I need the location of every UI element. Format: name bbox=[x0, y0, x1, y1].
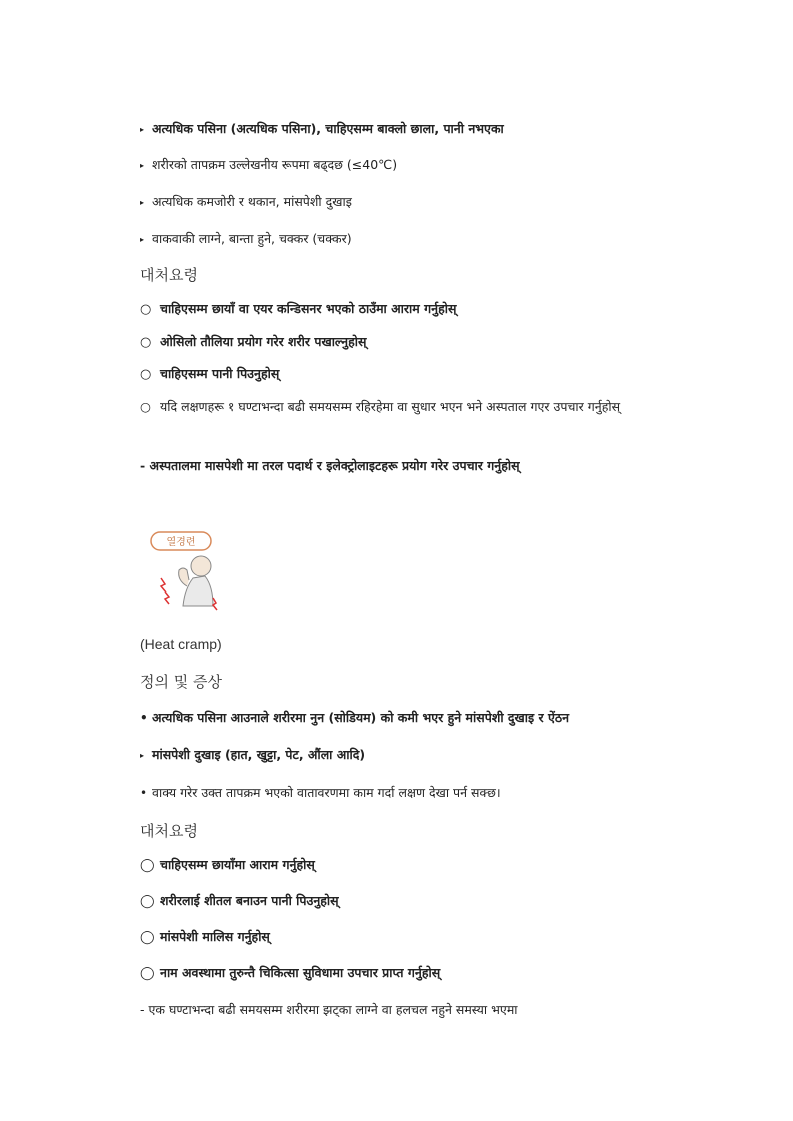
note-text: - एक घण्टाभन्दा बढी समयसम्म शरीरमा झट्का लाग्ने वा हलचल नहुने समस्या भएमा bbox=[140, 1002, 518, 1017]
bullet-text: वाकवाकी लाग्ने, बान्ता हुने, चक्कर (चक्कर) bbox=[152, 231, 352, 246]
bullet-line-3 bbox=[140, 194, 352, 211]
step-text: नाम अवस्थामा तुरुन्तै चिकित्सा सुविधामा उपचार प्राप्त गर्नुहोस् bbox=[160, 965, 441, 980]
def-text: अत्यधिक पसिना आउनाले शरीरमा नुन (सोडियम) को कमी भएर हुने मांसपेशी दुखाइ र ऐंठन bbox=[152, 710, 570, 725]
step-line-1 bbox=[140, 301, 456, 318]
def-text: वाक्य गरेर उक्त तापक्रम भएको वातावरणमा काम गर्दा लक्षण देखा पर्न सक्छ। bbox=[152, 785, 501, 800]
def-line-1 bbox=[140, 710, 569, 726]
step-text: मांसपेशी मालिस गर्नुहोस् bbox=[160, 929, 270, 944]
bullet-marker: • bbox=[140, 711, 148, 725]
circle-marker: ○ bbox=[140, 335, 152, 350]
bullet-text: अत्यधिक पसिना (अत्यधिक पसिना), चाहिएसम्म बाक्लो छाला, पानी नभएका bbox=[152, 121, 504, 136]
bullet-line-1 bbox=[140, 121, 504, 138]
note-line-1 bbox=[140, 458, 520, 474]
circle-marker: ○ bbox=[140, 302, 152, 317]
step2-line-4 bbox=[140, 965, 440, 982]
bullet-marker: • bbox=[140, 786, 148, 800]
step-line-3 bbox=[140, 366, 279, 383]
circle-marker: ◯ bbox=[140, 858, 155, 873]
note-text: - अस्पतालमा मासपेशी मा तरल पदार्थ र इलेक्ट्रोलाइटहरू प्रयोग गरेर उपचार गर्नुहोस् bbox=[140, 458, 520, 473]
bullet-line-2 bbox=[140, 157, 397, 174]
badge-label: 열경련 bbox=[166, 537, 196, 548]
step-text: यदि लक्षणहरू १ घण्टाभन्दा बढी समयसम्म रहिरहेमा वा सुधार भएन भने अस्पताल गएर उपचार गर्नुहोस् bbox=[160, 399, 621, 414]
step-text: चाहिएसम्म छायाँमा आराम गर्नुहोस् bbox=[160, 857, 315, 872]
bullet-text: शरीरको तापक्रम उल्लेखनीय रूपमा बढ्दछ (≤40℃) bbox=[152, 157, 398, 172]
step2-line-1 bbox=[140, 857, 315, 874]
step2-line-2 bbox=[140, 893, 339, 910]
bullet-text: अत्यधिक कमजोरी र थकान, मांसपेशी दुखाइ bbox=[152, 194, 352, 209]
section-heading-response-1: 대처요령 bbox=[140, 266, 198, 284]
def-line-3 bbox=[140, 785, 501, 801]
note-line-2 bbox=[140, 1002, 518, 1018]
circle-marker: ◯ bbox=[140, 930, 155, 945]
bullet-marker: ▸ bbox=[140, 160, 145, 170]
step-text: शरीरलाई शीतल बनाउन पानी पिउनुहोस् bbox=[160, 893, 339, 908]
bullet-marker: ▸ bbox=[140, 234, 145, 244]
circle-marker: ◯ bbox=[140, 894, 155, 909]
circle-marker: ○ bbox=[140, 367, 152, 382]
heat-cramp-illustration bbox=[143, 528, 221, 618]
step-text: ओसिलो तौलिया प्रयोग गरेर शरीर पखाल्नुहोस् bbox=[160, 334, 367, 349]
step2-line-3 bbox=[140, 929, 270, 946]
def-line-2 bbox=[140, 747, 365, 764]
bullet-line-4 bbox=[140, 231, 352, 248]
def-text: मांसपेशी दुखाइ (हात, खुट्टा, पेट, औंला आदि) bbox=[152, 747, 366, 762]
circle-marker: ◯ bbox=[140, 966, 155, 981]
bullet-marker: ▸ bbox=[140, 124, 145, 134]
step-text: चाहिएसम्म पानी पिउनुहोस् bbox=[160, 366, 280, 381]
step-text: चाहिएसम्म छायाँ वा एयर कन्डिसनर भएको ठाउँमा आराम गर्नुहोस् bbox=[160, 301, 457, 316]
section-heading-definition: 정의 및 증상 bbox=[140, 673, 222, 691]
section-heading-response-2: 대처요령 bbox=[140, 822, 198, 840]
bullet-marker: ▸ bbox=[140, 750, 145, 760]
step-line-4 bbox=[140, 396, 700, 418]
illustration-caption: (Heat cramp) bbox=[140, 636, 222, 652]
bullet-marker: ▸ bbox=[140, 197, 145, 207]
circle-marker: ○ bbox=[140, 399, 151, 414]
step-line-2 bbox=[140, 334, 366, 351]
